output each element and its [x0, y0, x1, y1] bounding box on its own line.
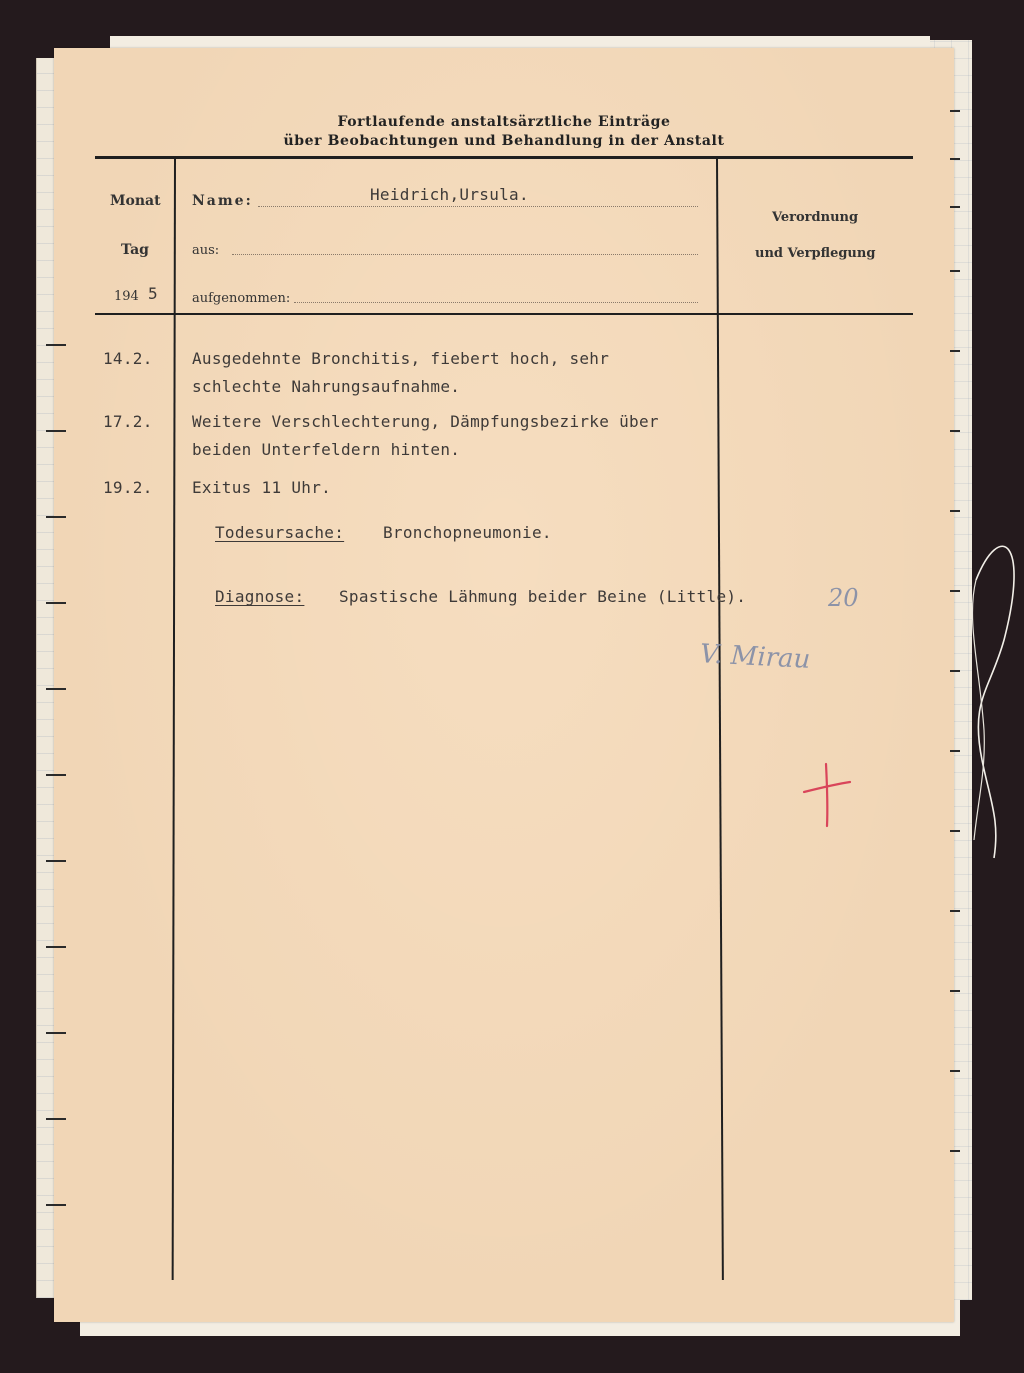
- red-cross-mark: [800, 760, 856, 830]
- form-heading-line2: über Beobachtungen und Behandlung in der Anstalt: [283, 133, 725, 149]
- cause-label: Todesursache:: [215, 523, 345, 542]
- aufgenommen-label: aufgenommen:: [192, 291, 291, 306]
- top-rule: [95, 156, 913, 159]
- year-prefix: 194: [114, 289, 139, 304]
- aus-label: aus:: [192, 243, 220, 258]
- verordnung-label: Verordnung: [772, 210, 859, 225]
- diagnosis-label: Diagnose:: [215, 587, 305, 606]
- diagnosis-value: Spastische Lähmung beider Beine (Little).: [339, 587, 747, 606]
- patient-name: Heidrich,Ursula.: [370, 185, 529, 204]
- entry-2-line-1: Weitere Verschlechterung, Dämpfungsbezirke über: [192, 412, 659, 431]
- left-edge-ticks: [46, 330, 76, 1280]
- entry-1-line-2: schlechte Nahrungsaufnahme.: [192, 377, 461, 396]
- monat-label: Monat: [110, 193, 161, 209]
- form-heading-line1: Fortlaufende anstaltsärztliche Einträge: [337, 114, 671, 130]
- entry-date-2: 17.2.: [103, 412, 153, 431]
- pencil-signature: V. Mirau: [699, 639, 812, 675]
- name-dotted-line: [258, 206, 698, 207]
- form-sheet: [54, 48, 954, 1322]
- header-bottom-rule: [95, 313, 913, 315]
- year-digit: 5: [148, 284, 158, 303]
- aus-dotted-line: [232, 254, 698, 255]
- tag-label: Tag: [121, 242, 149, 258]
- name-label: Name:: [192, 193, 253, 209]
- entry-2-line-2: beiden Unterfeldern hinten.: [192, 440, 461, 459]
- pencil-number: 20: [828, 584, 859, 612]
- binding-thread: [960, 520, 1024, 860]
- entry-3-line-1: Exitus 11 Uhr.: [192, 478, 332, 497]
- entry-date-1: 14.2.: [103, 349, 153, 368]
- cause-value: Bronchopneumonie.: [383, 523, 552, 542]
- verpflegung-label: und Verpflegung: [755, 246, 876, 261]
- entry-1-line-1: Ausgedehnte Bronchitis, fiebert hoch, sehr: [192, 349, 610, 368]
- aufgenommen-dotted-line: [294, 302, 698, 303]
- entry-date-3: 19.2.: [103, 478, 153, 497]
